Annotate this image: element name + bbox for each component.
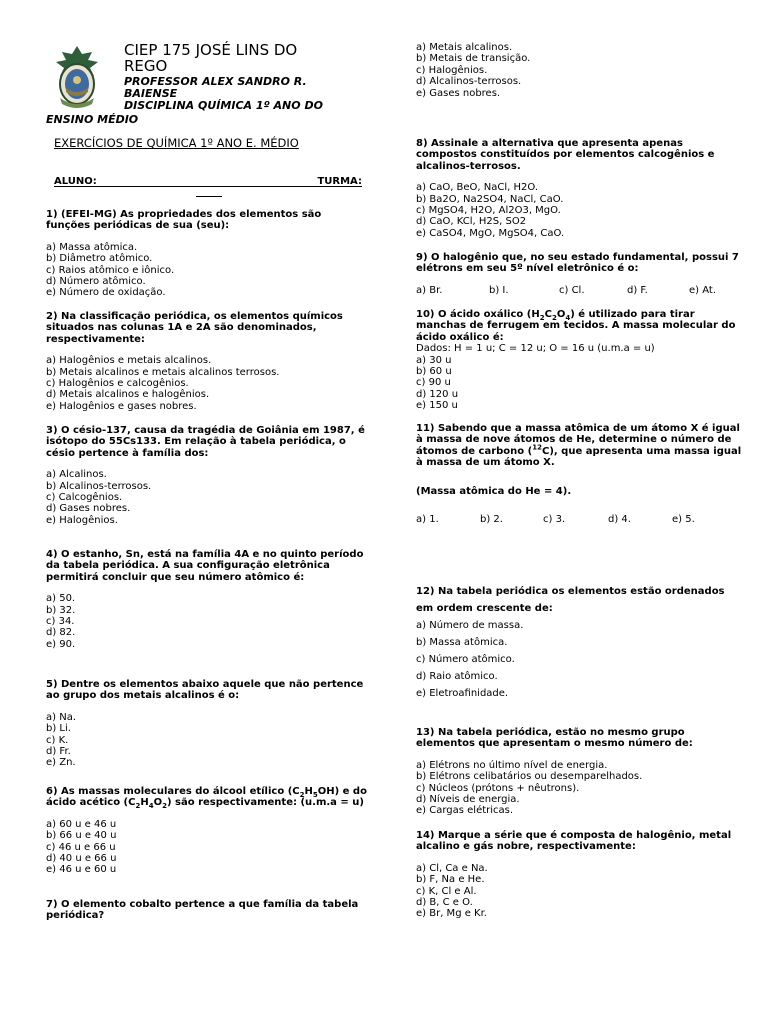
school-crest-logo: [52, 44, 102, 110]
question-1-text: 1) (EFEI-MG) As propriedades dos elementos são funções periódicas de sua (seu):: [46, 209, 322, 232]
question-6-options: [46, 819, 368, 876]
option-c: c) 90 u: [416, 377, 451, 389]
option-b: b) Metais alcalinos e metais alcalinos terrosos.: [46, 366, 280, 378]
option-b: b) Diâmetro atômico.: [46, 253, 153, 265]
question-7-text: 7) O elemento cobalto pertence a que família da tabela periódica?: [46, 899, 359, 922]
option-b: b) Alcalinos-terrosos.: [46, 480, 152, 492]
option-d: d) Metais alcalinos e halogênios.: [46, 389, 210, 401]
question-13-options: [416, 760, 742, 817]
option-a: a) Massa atômica.: [46, 241, 138, 253]
option-d: d) CaO, KCl, H2S, SO2: [416, 216, 527, 228]
option-c: c) 34.: [46, 616, 75, 628]
question-12: [416, 583, 742, 702]
question-12-options: [416, 617, 742, 702]
question-10-text: 10) O ácido oxálico $(H_2C_2O_4)$ é utilizado para tirar manchas de ferrugem em tecidos. A massa molecular do ácido oxálico é:: [416, 309, 736, 343]
question-6-text: 6) As massas moleculares do álcool etílico $(C_2H_5OH)$ e do ácido acético $(C_2H_4O_2)$ são respectivamente: (u.m.a = u): [46, 786, 367, 811]
option-e: e) 90.: [46, 638, 76, 650]
question-11-text: 11) Sabendo que a massa atômica de um átomo X é igual à massa de nove átomos de He, determine o número de átomos de carbono ($^{12}$C), que apresenta uma massa igual à massa de um átomo X.: [416, 423, 742, 469]
question-8-options: [416, 182, 742, 239]
option-c: c) Núcleos (prótons + nêutrons).: [416, 782, 580, 794]
question-5-options: [46, 712, 368, 769]
blank-line: [196, 185, 222, 197]
question-8-text: 8) Assinale a alternativa que apresenta apenas compostos constituídos por elementos calcogênios e alcalinos-terrosos.: [416, 138, 715, 172]
question-3-text: 3) O césio-137, causa da tragédia de Goiânia em 1987, é isótopo do 55Cs133. Em relação à tabela periódica, o césio pertence à família dos:: [46, 425, 365, 459]
option-b: b) Massa atômica.: [416, 637, 508, 648]
question-8: [416, 138, 742, 239]
turma-label: TURMA:: [317, 176, 362, 187]
option-a: a) 50.: [46, 593, 76, 605]
option-b: b) F, Na e He.: [416, 874, 485, 886]
question-3-options: [46, 469, 368, 526]
option-a: a) Cl, Ca e Na.: [416, 862, 488, 874]
option-c: c) Cl.: [559, 284, 585, 296]
question-7: [46, 899, 368, 922]
question-10-options: [416, 355, 742, 412]
option-d: d) Raio atômico.: [416, 671, 498, 682]
question-5: [46, 679, 368, 769]
header-block: [124, 42, 368, 112]
question-4-options: [46, 593, 368, 650]
option-a: a) 30 u: [416, 354, 452, 366]
option-b: b) 2.: [480, 514, 503, 526]
option-b: b) Ba2O, Na2SO4, NaCl, CaO.: [416, 193, 564, 205]
question-10: [416, 309, 742, 412]
option-b: b) 32.: [46, 604, 76, 616]
option-a: a) Halogênios e metais alcalinos.: [46, 355, 212, 367]
question-5-text: 5) Dentre os elementos abaixo aquele que não pertence ao grupo dos metais alcalinos é o:: [46, 679, 364, 702]
option-d: d) Número atômico.: [46, 276, 146, 288]
option-a: a) Número de massa.: [416, 620, 524, 631]
question-4: [46, 549, 368, 650]
option-a: a) Alcalinos.: [46, 469, 107, 481]
option-e: e) Número de oxidação.: [46, 287, 166, 299]
option-d: d) Níveis de energia.: [416, 794, 520, 806]
option-c: c) 3.: [543, 514, 566, 526]
option-c: c) Calcogênios.: [46, 492, 123, 504]
question-2-options: [46, 355, 368, 412]
teacher-line2: BAIENSE: [124, 87, 178, 100]
question-12-text-line2: em ordem crescente de:: [416, 603, 553, 614]
option-c: c) MgSO4, H2O, Al2O3, MgO.: [416, 205, 561, 217]
discipline-line2: ENSINO MÉDIO: [46, 113, 139, 126]
option-c: c) K, Cl e Al.: [416, 885, 477, 897]
option-b: b) Metais de transição.: [416, 53, 531, 65]
option-b: b) 60 u: [416, 366, 452, 378]
option-c: c) Número atômico.: [416, 654, 515, 665]
option-e: e) Halogênios e gases nobres.: [46, 400, 197, 412]
option-a: a) CaO, BeO, NaCl, H2O.: [416, 182, 539, 194]
page-title: EXERCÍCIOS DE QUÍMICA 1º ANO E. MÉDIO: [54, 136, 299, 150]
option-e: e) Eletroafinidade.: [416, 688, 509, 699]
option-d: d) B, C e O.: [416, 897, 473, 909]
question-2-text: 2) Na classificação periódica, os elementos químicos situados nas colunas 1A e 2A são denominados, respectivamente:: [46, 311, 343, 345]
option-b: b) Elétrons celibatários ou desemparelhados.: [416, 771, 643, 783]
option-c: c) Raios atômico e iônico.: [46, 264, 175, 276]
option-c: c) Halogênios.: [416, 64, 488, 76]
question-12-text-line1: 12) Na tabela periódica os elementos estão ordenados: [416, 586, 725, 597]
question-4-text: 4) O estanho, Sn, está na família 4A e no quinto período da tabela periódica. A sua configuração eletrônica permitirá concluir que seu número atômico é:: [46, 549, 364, 583]
option-d: d) 82.: [46, 627, 76, 639]
aluno-label: ALUNO:: [54, 176, 97, 187]
question-14-text: 14) Marque a série que é composta de halogênio, metal alcalino e gás nobre, respectivamente:: [416, 830, 732, 853]
question-9-options: [416, 285, 742, 296]
option-d: d) 40 u e 66 u: [46, 853, 117, 865]
option-a: a) 60 u e 46 u: [46, 818, 117, 830]
option-b: b) 66 u e 40 u: [46, 830, 117, 842]
option-b: b) I.: [489, 284, 509, 296]
question-14-options: [416, 863, 742, 920]
option-d: d) 120 u: [416, 388, 459, 400]
discipline-line1: DISCIPLINA QUÍMICA 1º ANO DO: [124, 99, 323, 112]
question-10-data: Dados: H = 1 u; C = 12 u; O = 16 u (u.m.a = u): [416, 343, 655, 355]
option-e: e) Zn.: [46, 757, 76, 769]
option-e: e) 150 u: [416, 400, 458, 412]
option-e: e) 46 u e 60 u: [46, 864, 117, 876]
option-e: e) 5.: [672, 514, 695, 526]
question-13: [416, 727, 742, 817]
option-e: e) Br, Mg e Kr.: [416, 908, 487, 920]
question-2: [46, 311, 368, 412]
school-name-line1: CIEP 175 JOSÉ LINS DO: [124, 41, 298, 59]
question-11: [416, 423, 742, 525]
question-6: [46, 786, 368, 876]
option-a: a) Elétrons no último nível de energia.: [416, 759, 608, 771]
question-9-text: 9) O halogênio que, no seu estado fundamental, possui 7 elétrons em seu 5º nível eletrônico é o:: [416, 252, 739, 275]
option-e: e) Cargas elétricas.: [416, 805, 514, 817]
option-d: d) F.: [627, 284, 648, 296]
option-c: c) 46 u e 66 u: [46, 841, 116, 853]
option-a: a) Na.: [46, 711, 76, 723]
option-b: b) Li.: [46, 723, 71, 735]
option-a: a) Br.: [416, 284, 443, 296]
option-d: d) Alcalinos-terrosos.: [416, 76, 522, 88]
question-14: [416, 830, 742, 920]
option-a: a) 1.: [416, 514, 439, 526]
option-c: c) Halogênios e calcogênios.: [46, 378, 189, 390]
question-13-text: 13) Na tabela periódica, estão no mesmo grupo elementos que apresentam o mesmo número de:: [416, 727, 693, 750]
option-e: e) At.: [689, 284, 716, 296]
option-d: d) 4.: [608, 514, 631, 526]
teacher-line1: PROFESSOR ALEX SANDRO R.: [124, 75, 307, 88]
question-11-options: [416, 514, 742, 525]
question-9: [416, 252, 742, 296]
question-11-note: (Massa atômica do He = 4).: [416, 485, 572, 497]
option-e: e) Halogênios.: [46, 514, 118, 526]
option-d: d) Gases nobres.: [46, 503, 131, 515]
option-c: c) K.: [46, 734, 69, 746]
question-7-options: [416, 42, 742, 99]
option-a: a) Metais alcalinos.: [416, 42, 513, 53]
option-d: d) Fr.: [46, 746, 71, 758]
question-1-options: [46, 242, 368, 299]
school-name-line2: REGO: [124, 57, 168, 75]
option-e: e) Gases nobres.: [416, 87, 501, 99]
question-3: [46, 425, 368, 526]
question-1: [46, 209, 368, 299]
option-e: e) CaSO4, MgO, MgSO4, CaO.: [416, 227, 565, 239]
